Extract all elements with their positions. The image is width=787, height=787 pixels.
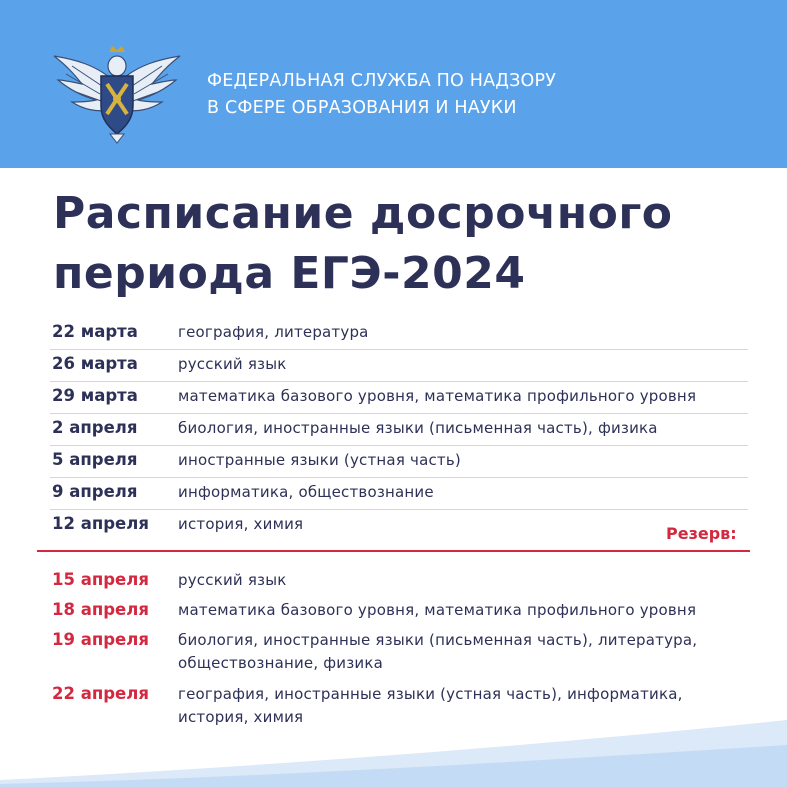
exam-subjects: биология, иностранные языки (письменная часть), физика	[178, 419, 658, 437]
exam-date: 26 марта	[52, 354, 138, 373]
reserve-date: 15 апреля	[52, 570, 149, 589]
exam-subjects: русский язык	[178, 355, 287, 373]
row-divider	[50, 413, 748, 414]
exam-date: 2 апреля	[52, 418, 138, 437]
row-divider	[50, 509, 748, 510]
row-divider	[50, 349, 748, 350]
title-line1: Расписание досрочного	[53, 188, 673, 239]
exam-subjects: информатика, обществознание	[178, 483, 434, 501]
exam-date: 9 апреля	[52, 482, 138, 501]
exam-date: 29 марта	[52, 386, 138, 405]
reserve-subjects-continued: история, химия	[178, 708, 304, 726]
reserve-subjects: математика базового уровня, математика профильного уровня	[178, 601, 697, 619]
reserve-date: 22 апреля	[52, 684, 149, 703]
title-line2: периода ЕГЭ-2024	[53, 248, 526, 299]
header-banner	[0, 0, 787, 168]
reserve-date: 19 апреля	[52, 630, 149, 649]
reserve-subjects: биология, иностранные языки (письменная часть), литература,	[178, 631, 698, 649]
organization-name	[207, 68, 556, 122]
org-name-line2: В СФЕРЕ ОБРАЗОВАНИЯ И НАУКИ	[207, 98, 517, 118]
exam-subjects: география, литература	[178, 323, 369, 341]
row-divider	[50, 381, 748, 382]
reserve-subjects: география, иностранные языки (устная часть), информатика,	[178, 685, 683, 703]
decorative-wave	[0, 700, 787, 787]
reserve-subjects-continued: обществознание, физика	[178, 654, 384, 672]
reserve-subjects: русский язык	[178, 571, 287, 589]
exam-subjects: математика базового уровня, математика профильного уровня	[178, 387, 697, 405]
row-divider	[50, 445, 748, 446]
reserve-date: 18 апреля	[52, 600, 149, 619]
exam-date: 22 марта	[52, 322, 138, 341]
eagle-emblem-icon	[52, 44, 182, 144]
exam-subjects: иностранные языки (устная часть)	[178, 451, 461, 469]
reserve-divider	[37, 550, 750, 552]
org-name-line1: ФЕДЕРАЛЬНАЯ СЛУЖБА ПО НАДЗОРУ	[207, 71, 557, 91]
exam-subjects: история, химия	[178, 515, 304, 533]
row-divider	[50, 477, 748, 478]
exam-date: 12 апреля	[52, 514, 149, 533]
page-title	[53, 184, 673, 304]
reserve-label: Резерв:	[666, 524, 737, 543]
exam-date: 5 апреля	[52, 450, 138, 469]
